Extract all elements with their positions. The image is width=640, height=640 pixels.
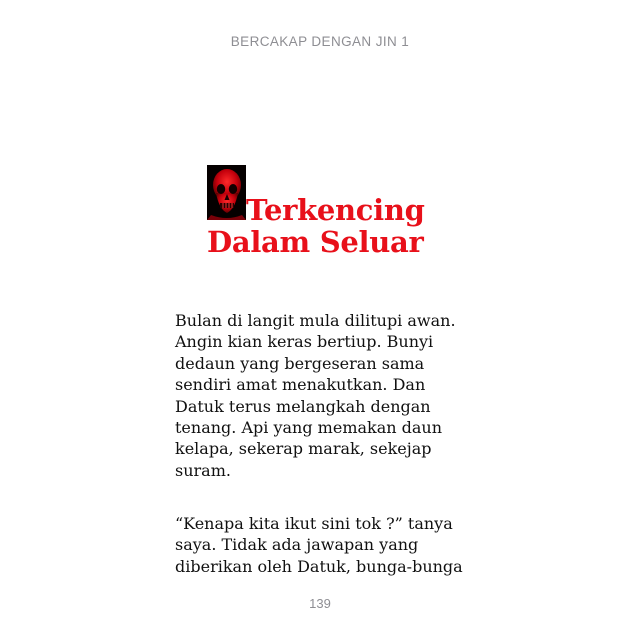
text-line: dedaun yang bergeseran sama [175, 353, 425, 373]
text-line: Bulan di langit mula dilitupi awan. [175, 311, 456, 330]
page-number: 139 [309, 596, 331, 611]
text-line: kelapa, sekerap marak, sekejap [175, 439, 432, 459]
skull-icon [207, 165, 246, 220]
body-paragraph-2 [175, 513, 475, 577]
text-line: suram. [175, 460, 231, 480]
text-line: Datuk terus melangkah dengan [175, 396, 431, 416]
body-paragraph-1 [175, 310, 475, 481]
text-line: sendiri amat menakutkan. Dan [175, 375, 426, 395]
chapter-title-line-2: Dalam Seluar [207, 225, 424, 259]
text-line: saya. Tidak ada jawapan yang [175, 535, 419, 555]
chapter-heading [207, 165, 507, 265]
text-line: diberikan oleh Datuk, bunga-bunga [175, 556, 463, 576]
text-line: Angin kian keras bertiup. Bunyi [175, 332, 434, 352]
text-line: “Kenapa kita ikut sini tok ?” tanya [175, 514, 453, 533]
text-line: tenang. Api yang memakan daun [175, 418, 443, 438]
running-header: BERCAKAP DENGAN JIN 1 [230, 34, 410, 49]
chapter-title-line-1: Terkencing [246, 193, 425, 227]
